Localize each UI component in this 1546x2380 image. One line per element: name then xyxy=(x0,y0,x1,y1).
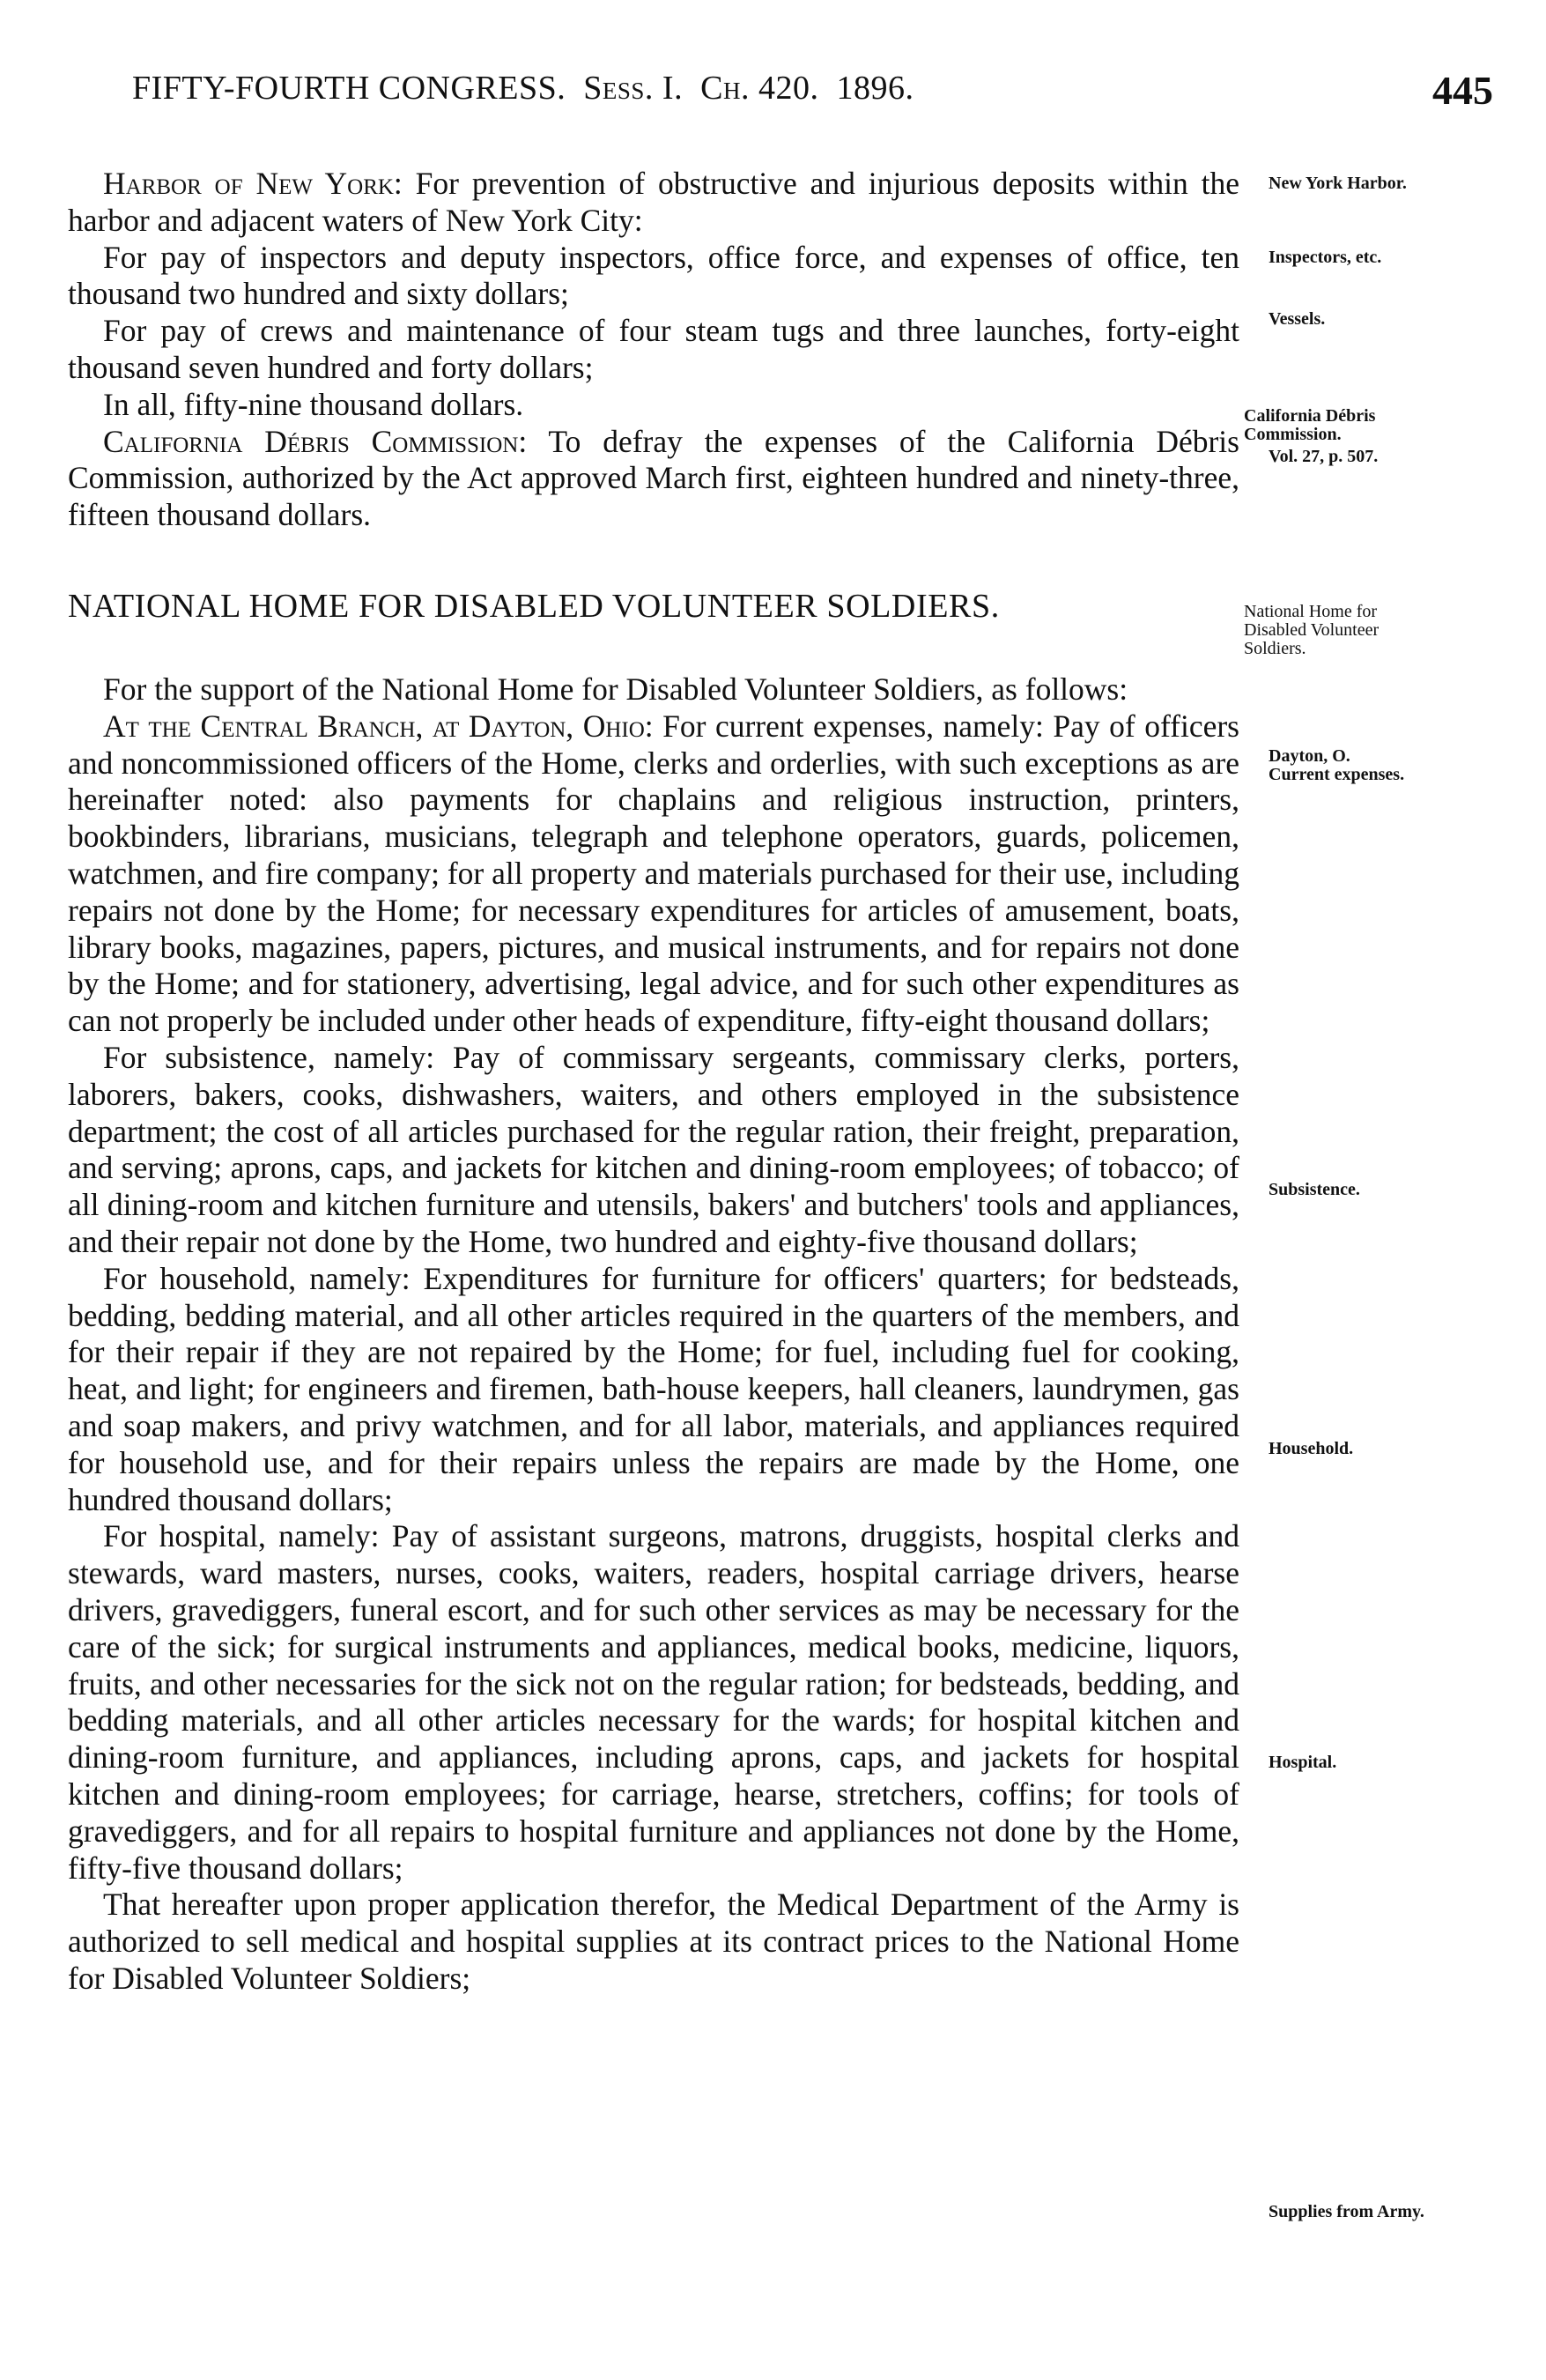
paragraph-total: In all, fifty-nine thousand dollars. xyxy=(103,386,524,422)
congress-label: FIFTY-FOURTH CONGRESS. xyxy=(132,70,566,107)
year-label: 1896. xyxy=(836,70,914,107)
section-harbor xyxy=(68,166,1239,534)
margin-note-california: California Débris Commission. xyxy=(1244,406,1376,444)
heading-dayton: At the Central Branch, at Dayton, Ohio: xyxy=(103,708,654,744)
session-label: Sess. I. xyxy=(583,70,684,107)
section-title: NATIONAL HOME FOR DISABLED VOLUNTEER SOLDIERS. xyxy=(68,588,1000,625)
margin-note-subsistence: Subsistence. xyxy=(1269,1180,1360,1199)
paragraph-harbor: Harbor of New York: For prevention of obstructive and injurious deposits within the harbor and adjacent waters of New York City: xyxy=(68,166,1239,238)
running-header xyxy=(132,68,1493,122)
heading-california: California Débris Commission: xyxy=(103,423,528,459)
paragraph-vessels: For pay of crews and maintenance of four steam tugs and three launches, forty-eight thousand seven hundred and forty dollars; xyxy=(68,313,1239,385)
paragraph-california: California Débris Commission: To defray the expenses of the California Débris Commission, authorized by the Act approved March first, eighteen hundred and ninety-three, fifteen thousand dollars. xyxy=(68,423,1239,533)
margin-note-inspectors: Inspectors, etc. xyxy=(1269,248,1382,267)
heading-harbor: Harbor of New York: xyxy=(103,166,403,201)
margin-note-household: Household. xyxy=(1269,1439,1354,1458)
paragraph-inspectors: For pay of inspectors and deputy inspectors, office force, and expenses of office, ten thousand two hundred and sixty dollars; xyxy=(68,239,1239,312)
margin-note-hospital: Hospital. xyxy=(1269,1753,1337,1772)
section-national-home xyxy=(68,671,1239,1998)
paragraph-current-expenses: At the Central Branch, at Dayton, Ohio: For current expenses, namely: Pay of officers and noncommissioned officers of the Home, clerks and orderlies, with such exceptions as are hereinafter noted: also payments for chaplains and religious instruction, printers, bookbinders, librarians, musicians, telegraph and telephone operators, guards, policemen, watchmen, and fire company; for all property and materials purchased for their use, including repairs not done by the Home; for necessary expenditures for articles of amusement, boats, library books, magazines, papers, pictures, and musical instruments, and for repairs not done by the Home; and for stationery, advertising, legal advice, and for such other expenditures as can not properly be included under other heads of expenditure, fifty-eight thousand dollars; xyxy=(68,708,1239,1039)
running-head xyxy=(132,69,914,108)
margin-note-supplies: Supplies from Army. xyxy=(1269,2202,1424,2221)
paragraph-supplies: That hereafter upon proper application therefor, the Medical Department of the Army is authorized to sell medical and hospital supplies at its contract prices to the National Home for Disabled Volunteer Soldiers; xyxy=(68,1887,1239,1996)
paragraph-support: For the support of the National Home for Disabled Volunteer Soldiers, as follows: xyxy=(103,671,1128,707)
paragraph-subsistence: For subsistence, namely: Pay of commissary sergeants, commissary clerks, porters, laborers, bakers, cooks, dishwashers, waiters, and others employed in the subsistence department; the cost of all articles purchased for the regular ration, their freight, preparation, and serving; aprons, caps, and jackets for kitchen and dining-room employees; of tobacco; of all dining-room and kitchen furniture and utensils, bakers' and butchers' tools and appliances, and their repair not done by the Home, two hundred and eighty-five thousand dollars; xyxy=(68,1039,1239,1259)
margin-note-new-york-harbor: New York Harbor. xyxy=(1269,174,1407,193)
chapter-label: Ch. 420. xyxy=(700,70,819,107)
page-number: 445 xyxy=(1432,68,1493,113)
margin-note-national-home: National Home for Disabled Volunteer Soldiers. xyxy=(1244,602,1380,658)
paragraph-household: For household, namely: Expenditures for furniture for officers' quarters; for bedsteads, bedding, bedding material, and all other articles required in the quarters of the members, and for their repair if they are not repaired by the Home; for fuel, including fuel for cooking, heat, and light; for engineers and firemen, bath-house keepers, hall cleaners, laundrymen, gas and soap makers, and privy watchmen, and for all labor, materials, and appliances required for household use, and for their repairs unless the repairs are made by the Home, one hundred thousand dollars; xyxy=(68,1260,1239,1517)
paragraph-hospital: For hospital, namely: Pay of assistant surgeons, matrons, druggists, hospital clerks and stewards, ward masters, nurses, cooks, waiters, readers, hospital carriage drivers, hearse drivers, gravediggers, funeral escort, and for such other services as may be necessary for the care of the sick; for surgical instruments and appliances, medical books, medicine, liquors, fruits, and other necessaries for the sick not on the regular ration; for bedsteads, bedding, and bedding materials, and all other articles necessary for the wards; for hospital kitchen and dining-room furniture, and appliances, including aprons, caps, and jackets for hospital kitchen and dining-room employees; for carriage, hearse, stretchers, coffins; for tools of gravediggers, and for all repairs to hospital furniture and appliances not done by the Home, fifty-five thousand dollars; xyxy=(68,1518,1239,1886)
margin-note-vol-ref: Vol. 27, p. 507. xyxy=(1269,447,1379,466)
margin-note-dayton: Dayton, O. Current expenses. xyxy=(1269,746,1405,784)
margin-note-vessels: Vessels. xyxy=(1269,309,1326,329)
